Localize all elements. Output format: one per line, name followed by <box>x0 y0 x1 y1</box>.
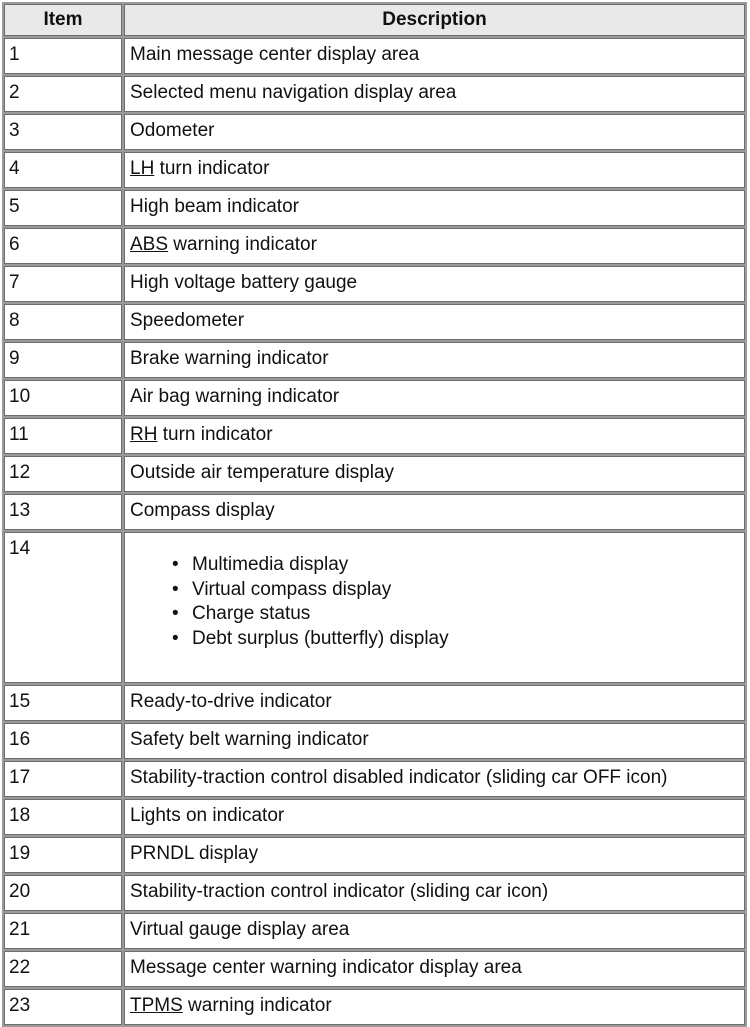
description-text: Ready-to-drive indicator <box>130 691 332 712</box>
item-description <box>124 456 745 492</box>
description-text: Message center warning indicator display area <box>130 957 522 978</box>
item-description-table <box>2 2 747 1027</box>
description-text: Odometer <box>130 120 215 141</box>
table-row <box>4 456 745 492</box>
item-description <box>124 837 745 873</box>
item-description <box>124 114 745 150</box>
item-description <box>124 38 745 74</box>
table-body <box>4 38 745 1025</box>
item-description <box>124 761 745 797</box>
item-description <box>124 951 745 987</box>
table-row <box>4 152 745 188</box>
description-text: Speedometer <box>130 310 245 331</box>
item-number: 10 <box>4 380 122 416</box>
item-number: 13 <box>4 494 122 530</box>
item-description <box>124 152 745 188</box>
table-row <box>4 418 745 454</box>
table-row <box>4 494 745 530</box>
item-description <box>124 418 745 454</box>
item-number: 4 <box>4 152 122 188</box>
item-description <box>124 304 745 340</box>
table-row <box>4 989 745 1025</box>
description-text: PRNDL display <box>130 843 259 864</box>
description-text: Compass display <box>130 500 275 521</box>
item-number: 6 <box>4 228 122 264</box>
table-row <box>4 38 745 74</box>
abbreviation-link[interactable]: ABS <box>130 234 169 255</box>
table-row <box>4 837 745 873</box>
item-number: 17 <box>4 761 122 797</box>
item-description <box>124 380 745 416</box>
bullet-item: • Debt surplus (butterfly) display <box>192 627 740 652</box>
table-row <box>4 799 745 835</box>
header-description: Description <box>124 4 745 36</box>
item-number: 12 <box>4 456 122 492</box>
abbreviation-link[interactable]: TPMS <box>130 995 183 1016</box>
table-row <box>4 685 745 721</box>
description-text: turn indicator <box>157 424 273 445</box>
abbreviation-link[interactable]: RH <box>130 424 158 445</box>
table-row <box>4 532 745 683</box>
description-text: Selected menu navigation display area <box>130 82 457 103</box>
description-text: Main message center display area <box>130 44 420 65</box>
item-number: 1 <box>4 38 122 74</box>
item-number: 20 <box>4 875 122 911</box>
item-number: 22 <box>4 951 122 987</box>
item-description <box>124 723 745 759</box>
table-row <box>4 76 745 112</box>
description-text: Lights on indicator <box>130 805 285 826</box>
table-row <box>4 875 745 911</box>
description-text: High beam indicator <box>130 196 299 217</box>
description-text: warning indicator <box>182 995 332 1016</box>
bullet-item: • Multimedia display <box>192 553 740 578</box>
item-number: 15 <box>4 685 122 721</box>
description-text: Air bag warning indicator <box>130 386 340 407</box>
description-text: Stability-traction control indicator (sliding car icon) <box>130 881 549 902</box>
description-text: Safety belt warning indicator <box>130 729 369 750</box>
item-description <box>124 913 745 949</box>
description-text: Virtual gauge display area <box>130 919 350 940</box>
item-number: 16 <box>4 723 122 759</box>
table-row <box>4 723 745 759</box>
table-row <box>4 114 745 150</box>
item-number: 21 <box>4 913 122 949</box>
table-row <box>4 266 745 302</box>
item-number: 11 <box>4 418 122 454</box>
item-number: 19 <box>4 837 122 873</box>
item-number: 18 <box>4 799 122 835</box>
item-description <box>124 228 745 264</box>
item-description <box>124 266 745 302</box>
table-row <box>4 342 745 378</box>
item-number: 5 <box>4 190 122 226</box>
item-description <box>124 190 745 226</box>
table-row <box>4 913 745 949</box>
item-number: 2 <box>4 76 122 112</box>
table-header-row <box>4 4 745 36</box>
bullet-item: • Charge status <box>192 602 740 627</box>
bullet-item: • Virtual compass display <box>192 578 740 603</box>
table-row <box>4 951 745 987</box>
item-number: 23 <box>4 989 122 1025</box>
item-description <box>124 989 745 1025</box>
item-description <box>124 494 745 530</box>
table-row <box>4 190 745 226</box>
description-text: Brake warning indicator <box>130 348 329 369</box>
item-description <box>124 875 745 911</box>
table-row <box>4 304 745 340</box>
item-number: 14 <box>4 532 122 683</box>
table-row <box>4 228 745 264</box>
item-description <box>124 685 745 721</box>
item-description <box>124 532 745 683</box>
item-number: 8 <box>4 304 122 340</box>
item-number: 3 <box>4 114 122 150</box>
abbreviation-link[interactable]: LH <box>130 158 155 179</box>
description-bullet-list <box>130 553 740 651</box>
table-row <box>4 761 745 797</box>
description-text: turn indicator <box>154 158 270 179</box>
table-row <box>4 380 745 416</box>
item-number: 9 <box>4 342 122 378</box>
item-description <box>124 76 745 112</box>
description-text: Outside air temperature display <box>130 462 395 483</box>
item-description <box>124 799 745 835</box>
header-item: Item <box>4 4 122 36</box>
item-description <box>124 342 745 378</box>
item-number: 7 <box>4 266 122 302</box>
description-text: warning indicator <box>168 234 317 255</box>
description-text: Stability-traction control disabled indicator (sliding car OFF icon) <box>130 767 668 788</box>
description-text: High voltage battery gauge <box>130 272 358 293</box>
